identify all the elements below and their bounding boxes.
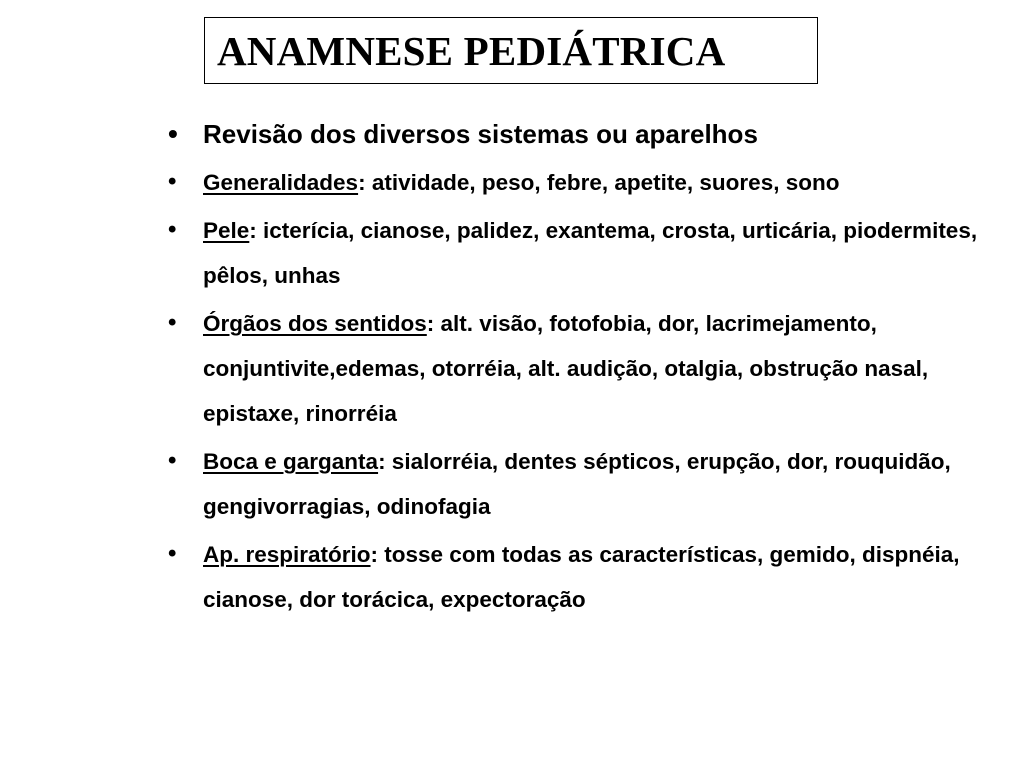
bullet-text: : sialorréia, dentes sépticos, erupção, dor, rouquidão, gengivorragias, odinofagia [203,449,951,519]
bullet-icon: • [168,309,177,336]
bullet-generalidades [165,160,1005,205]
bullet-intro [165,112,1005,156]
bullet-text: : atividade, peso, febre, apetite, suores, sono [358,170,840,195]
bullet-list [165,112,1005,625]
bullet-text: : tosse com todas as características, gemido, dispnéia, cianose, dor torácica, expectoração [203,542,960,612]
title-box [204,17,818,84]
bullet-heading: Pele [203,218,250,243]
bullet-ap-respiratorio [165,532,1005,622]
bullet-orgaos-dos-sentidos [165,301,1005,436]
bullet-icon: • [168,540,177,567]
bullet-icon: • [168,447,177,474]
bullet-icon: • [168,168,177,195]
bullet-boca-e-garganta [165,439,1005,529]
bullet-intro-text: Revisão dos diversos sistemas ou aparelhos [203,119,758,149]
bullet-pele [165,208,1005,298]
slide-title: ANAMNESE PEDIÁTRICA [217,28,726,74]
bullet-heading: Generalidades [203,170,359,195]
bullet-icon: • [168,216,177,243]
bullet-text: : alt. visão, fotofobia, dor, lacrimejamento, conjuntivite,edemas, otorréia, alt. audição, otalgia, obstrução nasal, epistaxe, rinorréia [203,311,929,426]
bullet-heading: Ap. respiratório [203,542,371,567]
bullet-heading: Boca e garganta [203,449,379,474]
bullet-text: : icterícia, cianose, palidez, exantema, crosta, urticária, piodermites, pêlos, unhas [203,218,978,288]
bullet-heading: Órgãos dos sentidos [203,311,427,336]
bullet-icon: • [168,118,178,149]
